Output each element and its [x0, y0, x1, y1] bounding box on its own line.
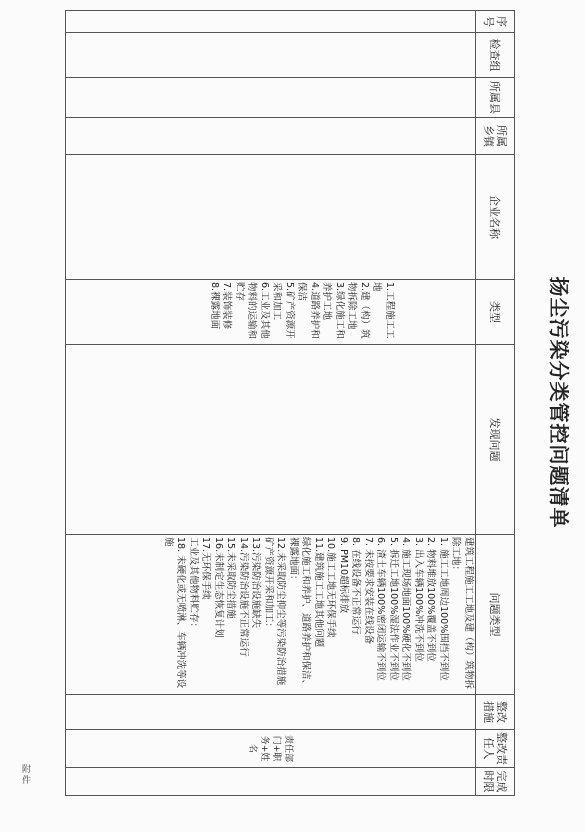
cell-issue-type [66, 535, 476, 695]
issue-item: 7. 未按要求安装在线设备 [363, 537, 374, 645]
issue-item: 12.未采取防尘抑尘等污染防治措施 [275, 537, 287, 686]
cell-category [66, 280, 476, 345]
cell-found [66, 345, 476, 535]
issue-item: 9. PM10超标排放 [338, 537, 349, 614]
category-item: 4.道路养护和保洁 [296, 282, 320, 339]
header-seq: 序号 [476, 11, 515, 33]
table-row [66, 11, 476, 796]
issue-item: 17.无环保手续 [200, 537, 212, 600]
category-item: 2.建（构）筑物拆除工地 [346, 282, 370, 339]
issue-item: 矿产资源开采和加工： [263, 537, 274, 633]
issue-item: 11.建筑施工工地其他问题 [313, 537, 324, 648]
document-title: 扬尘污染分类管控问题清单 [547, 276, 571, 529]
header-measure: 整改措施 [476, 695, 515, 730]
category-item: 3.绿化施工和养护工地 [321, 282, 345, 339]
category-item: 8.裸露地面 [209, 282, 220, 330]
issue-item: 建筑工程施工工地及建（构）筑物拆除工地： [450, 537, 474, 690]
header-group: 检查组 [476, 33, 515, 78]
header-deadline: 完成时限 [476, 768, 515, 796]
header-issue-type: 问题类型 [476, 535, 515, 695]
cell-county [66, 78, 476, 118]
cell-town [66, 118, 476, 155]
header-company: 企业名称 [476, 155, 515, 280]
problem-list-table [65, 10, 515, 796]
cell-company [66, 155, 476, 280]
issue-item: 4. 施工现场地面100%硬化不到位 [400, 537, 412, 681]
issue-item: 8. 在线设备不正常运行 [350, 537, 362, 635]
category-item: 7.装饰装修 [221, 282, 233, 330]
category-item: 6.工业及其他物料的运输和贮存 [234, 282, 270, 340]
cell-group [66, 33, 476, 78]
issue-item: 1. 施工工地周边100%围挡不到位 [438, 537, 449, 681]
category-item: 5.矿产资源开采和加工 [271, 282, 295, 339]
header-town: 所属乡镇 [476, 118, 515, 155]
cell-owner: 责任部门+职务+姓名 [66, 730, 476, 768]
header-row [476, 11, 515, 796]
issue-item: 14.污染防治设施不正常运行 [238, 537, 249, 657]
header-category: 类型 [476, 280, 515, 345]
issue-item: 10.施工工地无环保手续 [325, 537, 337, 638]
cell-measure [66, 695, 476, 730]
cell-deadline [66, 768, 476, 796]
issue-item: 3. 出入车辆100%冲洗不到位 [413, 537, 424, 662]
issue-item: 15.未采取防尘措施 [225, 537, 237, 619]
issue-item: 13.污染防治设施缺失 [250, 537, 262, 629]
issue-item: 18. 未硬化或无喷淋、车辆冲洗等设施 [163, 537, 187, 689]
issue-item: 5. 拆迁工地100%湿法作业不到位 [388, 537, 399, 681]
issue-item: 绿化施工和养护、道路养护和保洁、裸露地面： [288, 537, 312, 690]
issue-item: 工业及其他物料贮存： [188, 537, 199, 633]
header-found: 发现问题 [476, 345, 515, 535]
issue-item: 16.未制定生态恢复计划 [213, 537, 224, 638]
category-item: 1.工程施工工地 [371, 282, 395, 339]
cell-seq [66, 11, 476, 33]
header-owner: 整改责任人 [476, 730, 515, 768]
annex-label: 附件 [22, 765, 32, 786]
header-county: 所属县 [476, 78, 515, 118]
issue-item: 2. 物料堆放100%覆盖不到位 [425, 537, 437, 662]
rotated-page [65, 10, 571, 795]
issue-item: 6. 渣土车辆100%密闭运输不到位 [375, 537, 387, 681]
